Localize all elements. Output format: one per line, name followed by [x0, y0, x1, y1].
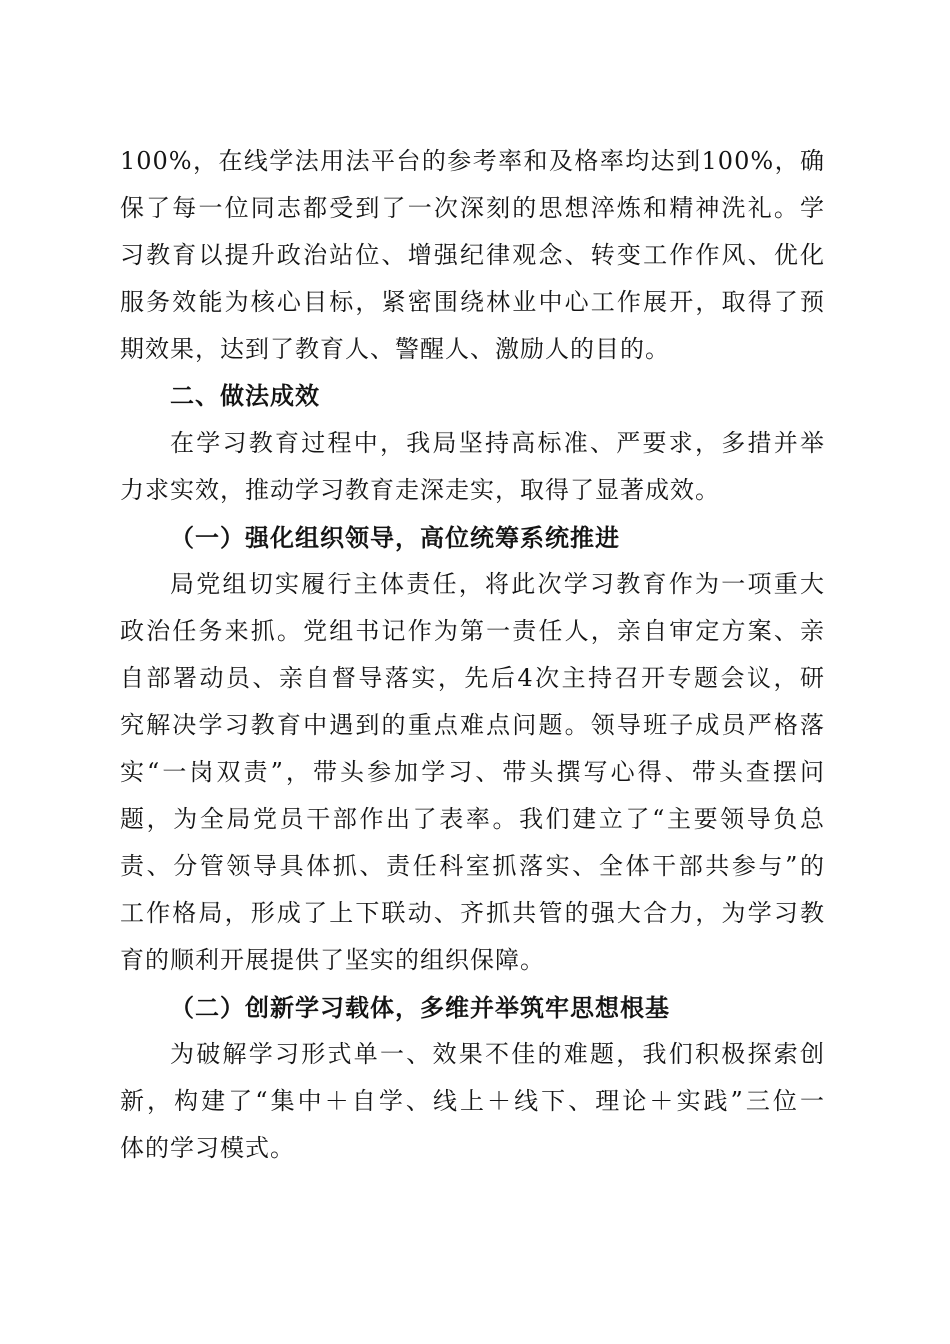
paragraph-line: 局党组切实履行主体责任，将此次学习教育作为一项重大: [170, 570, 825, 598]
paragraph-line: 育的顺利开展提供了坚实的组织保障。: [120, 946, 545, 974]
paragraph-line: 责、分管领导具体抓、责任科室抓落实、全体干部共参与”的: [120, 852, 825, 880]
paragraph-line: 100%，在线学法用法平台的参考率和及格率均达到100%，确: [120, 147, 825, 175]
paragraph-line: 究解决学习教育中遇到的重点难点问题。领导班子成员严格落: [120, 711, 825, 739]
paragraph-line: 政治任务来抓。党组书记作为第一责任人，亲自审定方案、亲: [120, 617, 825, 645]
subsection-heading: （一）强化组织领导，高位统筹系统推进: [170, 523, 620, 552]
paragraph-line: 自部署动员、亲自督导落实，先后4次主持召开专题会议，研: [120, 664, 825, 692]
paragraph-line: 期效果，达到了教育人、警醒人、激励人的目的。: [120, 335, 670, 363]
paragraph-line: 服务效能为核心目标，紧密围绕林业中心工作展开，取得了预: [120, 288, 825, 316]
paragraph-line: 习教育以提升政治站位、增强纪律观念、转变工作作风、优化: [120, 241, 825, 269]
subsection-heading: （二）创新学习载体，多维并举筑牢思想根基: [170, 993, 670, 1022]
paragraph-line: 实“一岗双责”，带头参加学习、带头撰写心得、带头查摆问: [120, 758, 825, 786]
section-heading: 二、做法成效: [170, 382, 320, 410]
paragraph-line: 在学习教育过程中，我局坚持高标准、严要求，多措并举: [170, 429, 825, 457]
document-body: [120, 138, 825, 1172]
paragraph-line: 保了每一位同志都受到了一次深刻的思想淬炼和精神洗礼。学: [120, 194, 825, 222]
paragraph-line: 力求实效，推动学习教育走深走实，取得了显著成效。: [120, 476, 720, 504]
paragraph-line: 题，为全局党员干部作出了表率。我们建立了“主要领导负总: [120, 805, 825, 833]
paragraph-line: 为破解学习形式单一、效果不佳的难题，我们积极探索创: [170, 1040, 825, 1068]
paragraph-line: 体的学习模式。: [120, 1134, 295, 1162]
paragraph-line: 工作格局，形成了上下联动、齐抓共管的强大合力，为学习教: [120, 899, 825, 927]
paragraph-line: 新，构建了“集中＋自学、线上＋线下、理论＋实践”三位一: [120, 1087, 825, 1115]
